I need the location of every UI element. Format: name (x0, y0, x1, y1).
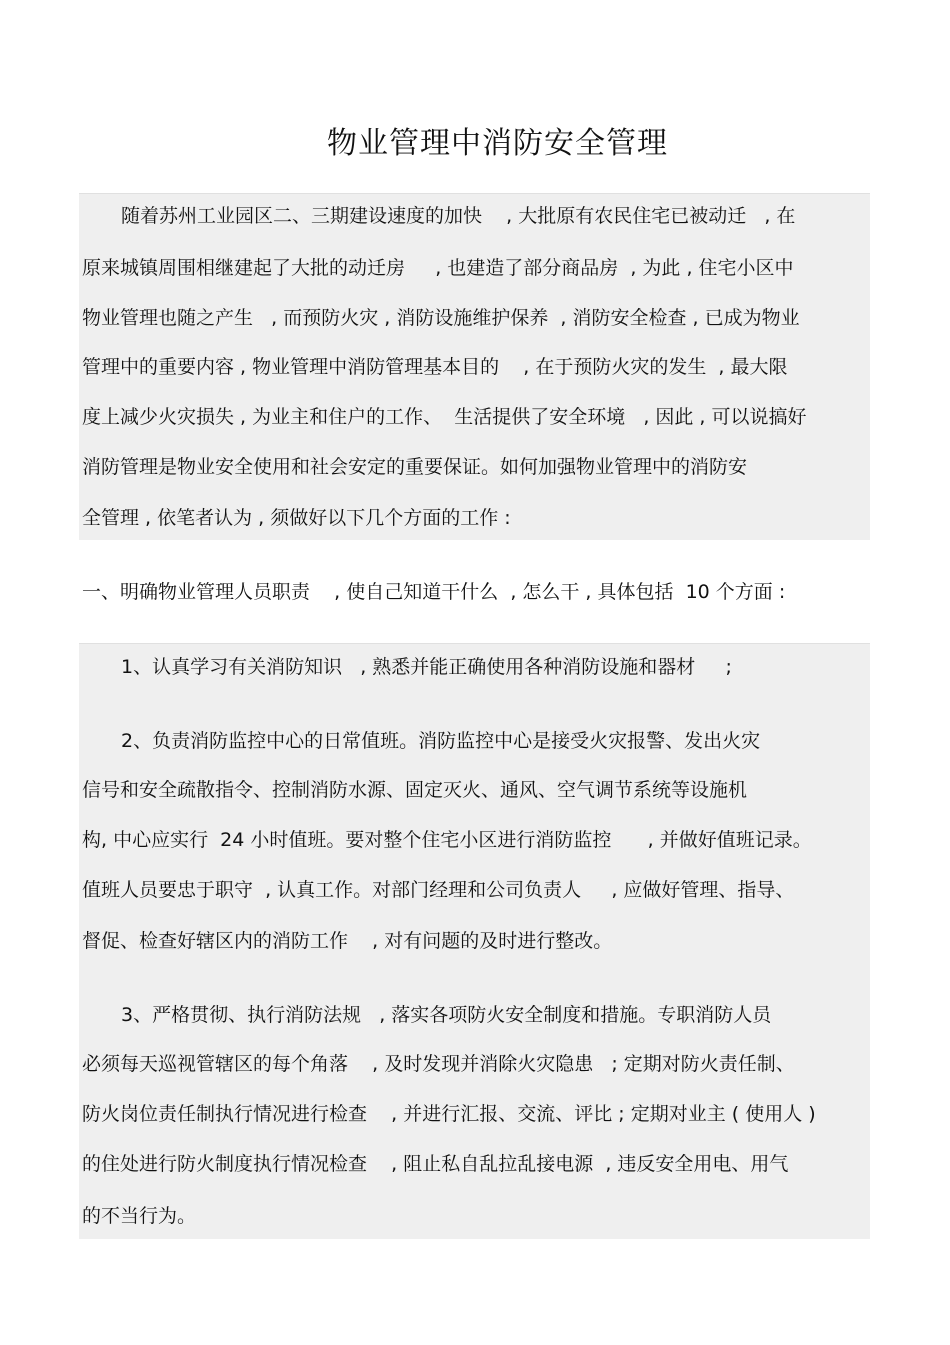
item-2-line: 构, 中心应实行 24 小时值班。要对整个住宅小区进行消防监控 , 并做好值班记录。 (82, 829, 812, 851)
item-2-line: 信号和安全疏散指令、控制消防水源、固定灭火、通风、空气调节系统等设施机 (82, 779, 748, 801)
item-3-line: 3、严格贯彻、执行消防法规 , 落实各项防火安全制度和措施。专职消防人员 (121, 1004, 772, 1026)
item-2-line: 值班人员要忠于职守 , 认真工作。对部门经理和公司负责人 , 应做好管理、指导、 (82, 879, 795, 901)
page-title: 物业管理中消防安全管理 (327, 126, 668, 161)
intro-line: 管理中的重要内容 , 物业管理中消防管理基本目的 , 在于预防火灾的发生 , 最大限 (82, 356, 788, 378)
item-1-line: 1、认真学习有关消防知识 , 熟悉并能正确使用各种消防设施和器材 ; (121, 656, 732, 678)
intro-line: 物业管理也随之产生 , 而预防火灾 , 消防设施维护保养 , 消防安全检查 , 已成为物业 (82, 307, 800, 329)
intro-line: 全管理 , 依笔者认为 , 须做好以下几个方面的工作 : (82, 507, 511, 529)
item-3-line: 的不当行为。 (82, 1205, 197, 1227)
intro-line: 原来城镇周围相继建起了大批的动迁房 , 也建造了部分商品房 , 为此 , 住宅小区中 (82, 257, 794, 279)
item-2-line: 2、负责消防监控中心的日常值班。消防监控中心是接受火灾报警、发出火灾 (121, 730, 761, 752)
item-3-line: 防火岗位责任制执行情况进行检查 , 并进行汇报、交流、评比 ; 定期对业主 ( 使用人 ) (82, 1103, 816, 1125)
intro-line: 随着苏州工业园区二、三期建设速度的加快 , 大批原有农民住宅已被动迁 , 在 (121, 205, 796, 227)
intro-line: 度上减少火灾损失 , 为业主和住户的工作、 生活提供了安全环境 , 因此 , 可以说搞好 (82, 406, 807, 428)
item-3-line: 的住处进行防火制度执行情况检查 , 阻止私自乱拉乱接电源 , 违反安全用电、用气 (82, 1153, 789, 1175)
section-heading: 一、明确物业管理人员职责 , 使自己知道干什么 , 怎么干 , 具体包括 10 个方面 : (82, 581, 786, 603)
item-3-line: 必须每天巡视管辖区的每个角落 , 及时发现并消除火灾隐患 ; 定期对防火责任制、 (82, 1053, 795, 1075)
intro-line: 消防管理是物业安全使用和社会安定的重要保证。如何加强物业管理中的消防安 (82, 456, 748, 478)
item-2-line: 督促、检查好辖区内的消防工作 , 对有问题的及时进行整改。 (82, 930, 613, 952)
